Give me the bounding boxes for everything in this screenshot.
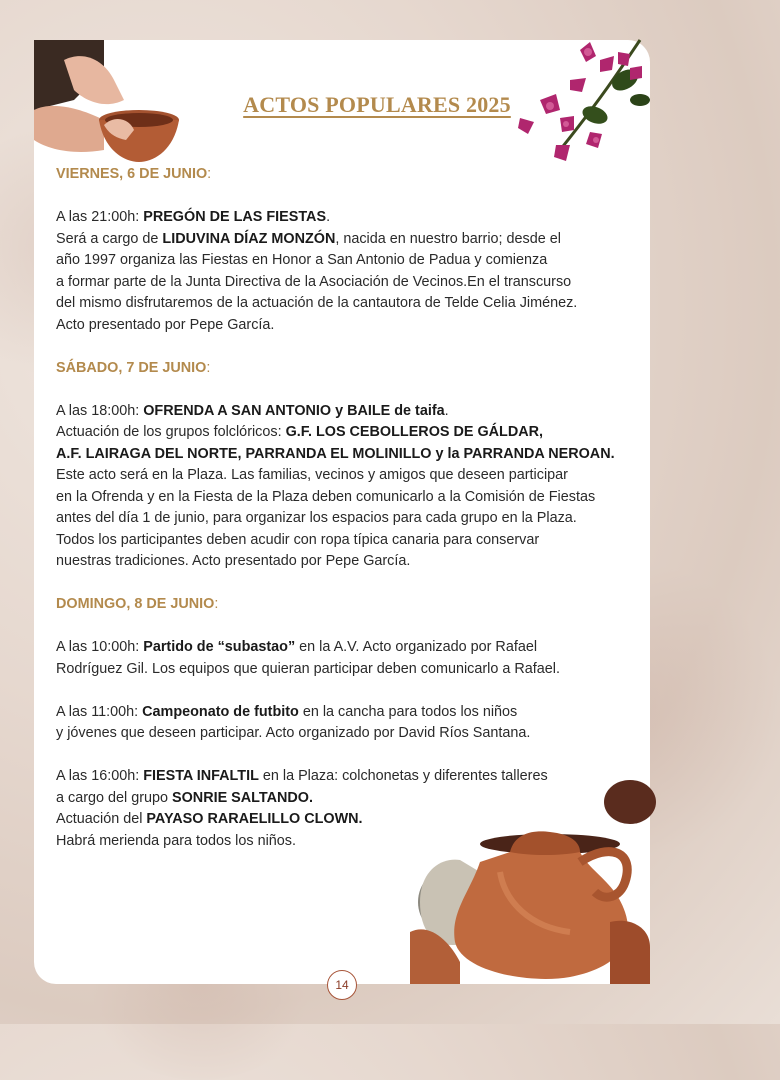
event-line: a cargo del grupo SONRIE SALTANDO. [56, 789, 313, 806]
event-line: Rodríguez Gil. Los equipos que quieran participar deben comunicarlo a Rafael. [56, 660, 560, 677]
day-heading-sabado: SÁBADO, 7 DE JUNIO: [56, 359, 211, 376]
page-title: ACTOS POPULARES 2025 [243, 92, 511, 117]
event-line: A.F. LAIRAGA DEL NORTE, PARRANDA EL MOLINILLO y la PARRANDA NEROAN. [56, 445, 615, 462]
event-line: Actuación del PAYASO RARAELILLO CLOWN. [56, 811, 363, 827]
event-line: Acto presentado por Pepe García. [56, 316, 275, 333]
event-line: A las 10:00h: Partido de “subastao” en la A.V. Acto organizado por Rafael [56, 639, 538, 655]
event-line: en la Ofrenda y en la Fiesta de la Plaza deben comunicarlo a la Comisión de Fiestas [56, 488, 596, 505]
event-line: Será a cargo de LIDUVINA DÍAZ MONZÓN, nacida en nuestro barrio; desde el [56, 230, 561, 247]
event-line: año 1997 organiza las Fiestas en Honor a San Antonio de Padua y comienza [56, 252, 548, 268]
page-card [34, 40, 650, 992]
event-line: A las 21:00h: PREGÓN DE LAS FIESTAS. [56, 209, 331, 225]
event-line: antes del día 1 de junio, para organizar los espacios para cada grupo en la Plaza. [56, 510, 577, 526]
events-content [56, 164, 656, 852]
event-line: nuestras tradiciones. Acto presentado por Pepe García. [56, 553, 411, 569]
event-line: A las 18:00h: OFRENDA A SAN ANTONIO y BAILE de taifa. [56, 402, 449, 419]
event-line: y jóvenes que deseen participar. Acto organizado por David Ríos Santana. [56, 725, 531, 741]
event-line: a formar parte de la Junta Directiva de la Asociación de Vecinos.En el transcurso [56, 273, 572, 290]
event-line: Todos los participantes deben acudir con ropa típica canaria para conservar [56, 531, 540, 548]
day-heading-viernes: VIERNES, 6 DE JUNIO: [56, 166, 212, 182]
event-line: A las 16:00h: FIESTA INFALTIL en la Plaza: colchonetas y diferentes talleres [56, 768, 548, 784]
day-heading-domingo: DOMINGO, 8 DE JUNIO: [56, 596, 219, 612]
page-number: 14 [327, 970, 357, 1000]
event-line: A las 11:00h: Campeonato de futbito en la cancha para todos los niños [56, 703, 518, 720]
event-line: Habrá merienda para todos los niños. [56, 832, 296, 849]
event-line: del mismo disfrutaremos de la actuación de la cantautora de Telde Celia Jiménez. [56, 295, 578, 311]
event-line: Actuación de los grupos folclóricos: G.F. LOS CEBOLLEROS DE GÁLDAR, [56, 424, 544, 440]
event-line: Este acto será en la Plaza. Las familias, vecinos y amigos que deseen participar [56, 467, 568, 483]
